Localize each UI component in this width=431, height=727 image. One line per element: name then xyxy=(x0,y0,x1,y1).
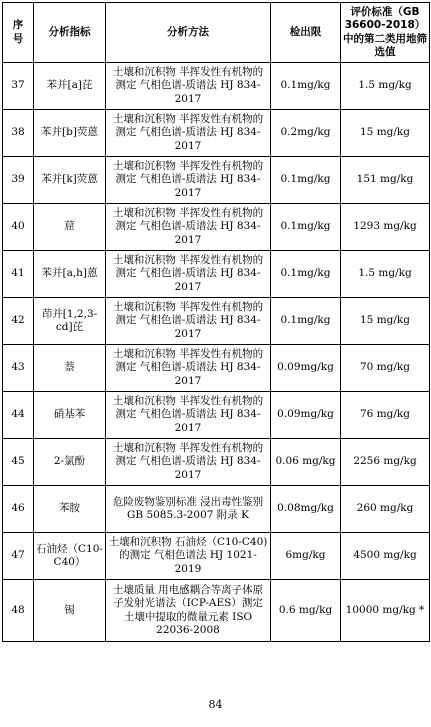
table-row xyxy=(3,298,430,345)
cell-indicator: 苯并[a,h]蒽 xyxy=(34,251,106,298)
cell-method: 土壤和沉积物 石油烃（C10-C40)的测定 气相色谱法 HJ 1021-2019 xyxy=(106,533,271,580)
cell-standard: 1293 mg/kg xyxy=(341,204,430,251)
analysis-table xyxy=(2,2,430,642)
cell-no: 46 xyxy=(3,486,34,533)
cell-method: 土壤和沉积物 半挥发性有机物的测定 气相色谱-质谱法 HJ 834-2017 xyxy=(106,251,271,298)
cell-indicator: 硝基苯 xyxy=(34,392,106,439)
cell-standard: 2256 mg/kg xyxy=(341,439,430,486)
cell-method: 土壤和沉积物 半挥发性有机物的测定 气相色谱-质谱法 HJ 834-2017 xyxy=(106,63,271,110)
cell-no: 37 xyxy=(3,63,34,110)
table-row xyxy=(3,251,430,298)
cell-standard: 1.5 mg/kg xyxy=(341,63,430,110)
cell-no: 38 xyxy=(3,110,34,157)
cell-indicator: 苯并[a]芘 xyxy=(34,63,106,110)
cell-method: 土壤和沉积物 半挥发性有机物的测定 气相色谱-质谱法 HJ 834-2017 xyxy=(106,392,271,439)
cell-standard: 76 mg/kg xyxy=(341,392,430,439)
cell-indicator: 萘 xyxy=(34,345,106,392)
cell-standard: 151 mg/kg xyxy=(341,157,430,204)
cell-method: 危险废物鉴别标准 浸出毒性鉴别 GB 5085.3-2007 附录 K xyxy=(106,486,271,533)
cell-indicator: 苯并[k]荧蒽 xyxy=(34,157,106,204)
cell-standard: 260 mg/kg xyxy=(341,486,430,533)
cell-limit: 0.1mg/kg xyxy=(271,157,341,204)
header-method: 分析方法 xyxy=(106,3,271,63)
cell-no: 43 xyxy=(3,345,34,392)
cell-limit: 0.6 mg/kg xyxy=(271,580,341,642)
cell-limit: 0.1mg/kg xyxy=(271,298,341,345)
cell-no: 42 xyxy=(3,298,34,345)
cell-limit: 0.2mg/kg xyxy=(271,110,341,157)
table-row xyxy=(3,580,430,642)
cell-standard: 1.5 mg/kg xyxy=(341,251,430,298)
cell-method: 土壤和沉积物 半挥发性有机物的测定 气相色谱-质谱法 HJ 834-2017 xyxy=(106,345,271,392)
header-standard: 评价标准（GB 36600-2018）中的第二类用地筛选值 xyxy=(341,3,430,63)
cell-standard: 70 mg/kg xyxy=(341,345,430,392)
table-row xyxy=(3,392,430,439)
cell-method: 土壤和沉积物 半挥发性有机物的测定 气相色谱-质谱法 HJ 834-2017 xyxy=(106,298,271,345)
table-row xyxy=(3,533,430,580)
table-row xyxy=(3,345,430,392)
cell-no: 44 xyxy=(3,392,34,439)
cell-method: 土壤和沉积物 半挥发性有机物的测定 气相色谱-质谱法 HJ 834-2017 xyxy=(106,110,271,157)
cell-no: 40 xyxy=(3,204,34,251)
table-row xyxy=(3,63,430,110)
cell-standard: 15 mg/kg xyxy=(341,110,430,157)
table-row xyxy=(3,439,430,486)
cell-standard: 10000 mg/kg * xyxy=(341,580,430,642)
header-no: 序号 xyxy=(3,3,34,63)
cell-limit: 0.09mg/kg xyxy=(271,345,341,392)
header-indicator: 分析指标 xyxy=(34,3,106,63)
cell-standard: 4500 mg/kg xyxy=(341,533,430,580)
cell-indicator: 䓛 xyxy=(34,204,106,251)
cell-limit: 0.1mg/kg xyxy=(271,204,341,251)
cell-limit: 0.06 mg/kg xyxy=(271,439,341,486)
cell-no: 48 xyxy=(3,580,34,642)
cell-method: 土壤和沉积物 半挥发性有机物的测定 气相色谱-质谱法 HJ 834-2017 xyxy=(106,204,271,251)
table-row xyxy=(3,110,430,157)
cell-method: 土壤质量 用电感耦合等离子体原子发射光谱法（ICP-AES）测定土壤中提取的微量元素 ISO 22036-2008 xyxy=(106,580,271,642)
cell-limit: 0.09mg/kg xyxy=(271,392,341,439)
cell-indicator: 锡 xyxy=(34,580,106,642)
cell-method: 土壤和沉积物 半挥发性有机物的测定 气相色谱-质谱法 HJ 834-2017 xyxy=(106,157,271,204)
cell-method: 土壤和沉积物 半挥发性有机物的测定 气相色谱-质谱法 HJ 834-2017 xyxy=(106,439,271,486)
cell-limit: 6mg/kg xyxy=(271,533,341,580)
cell-no: 39 xyxy=(3,157,34,204)
cell-limit: 0.1mg/kg xyxy=(271,63,341,110)
table-row xyxy=(3,157,430,204)
cell-no: 47 xyxy=(3,533,34,580)
cell-indicator: 苯胺 xyxy=(34,486,106,533)
table-header-row xyxy=(3,3,430,63)
table-row xyxy=(3,204,430,251)
cell-no: 41 xyxy=(3,251,34,298)
cell-no: 45 xyxy=(3,439,34,486)
cell-limit: 0.08mg/kg xyxy=(271,486,341,533)
cell-indicator: 茚并[1,2,3-cd]芘 xyxy=(34,298,106,345)
header-limit: 检出限 xyxy=(271,3,341,63)
page-number: 84 xyxy=(208,698,223,711)
cell-indicator: 石油烃（C10-C40） xyxy=(34,533,106,580)
cell-limit: 0.1mg/kg xyxy=(271,251,341,298)
cell-indicator: 苯并[b]荧蒽 xyxy=(34,110,106,157)
cell-indicator: 2-氯酚 xyxy=(34,439,106,486)
table-row xyxy=(3,486,430,533)
cell-standard: 15 mg/kg xyxy=(341,298,430,345)
